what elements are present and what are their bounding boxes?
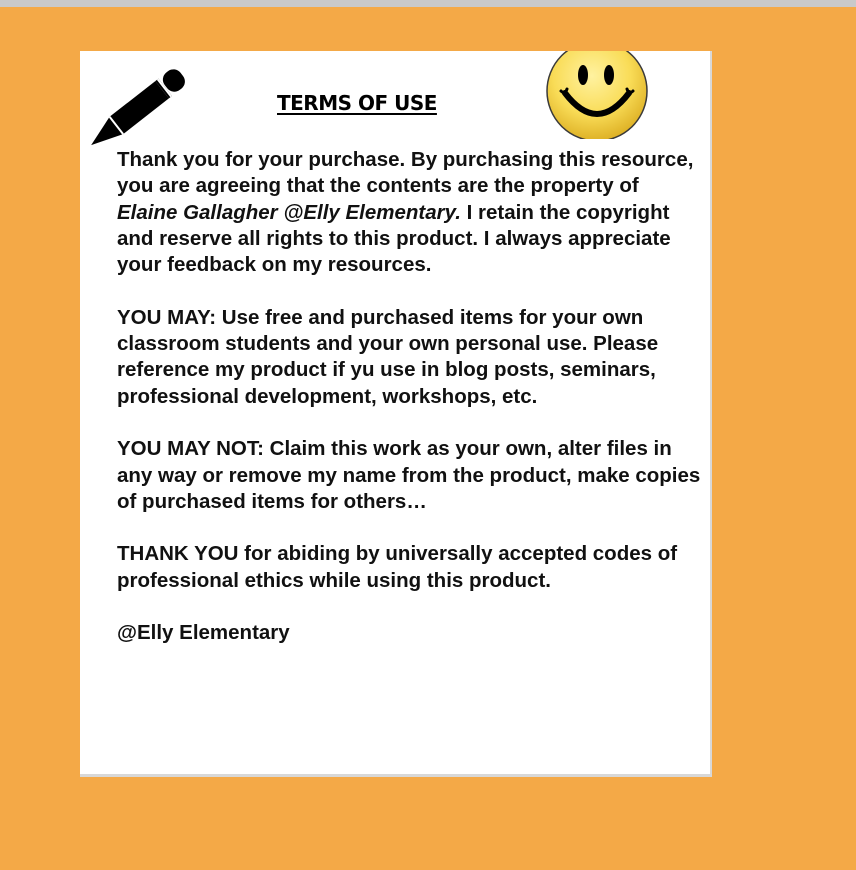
you-may-not-paragraph: YOU MAY NOT: Claim this work as your own, alter files in any way or remove my name from the product, make copies of purchased items for others… [117,437,701,513]
intro-text-part2: I retain the copyright and reserve all rights to this product. I always appreciate your feedback on my resources. [117,200,671,277]
thank-you-paragraph: THANK YOU for abiding by universally accepted codes of professional ethics while using this product. [117,542,678,592]
you-may-paragraph: YOU MAY: Use free and purchased items for your own classroom students and your own personal use. Please reference my product if yu use in blog posts, seminars, professional development, workshops, etc. [117,305,659,408]
page-title: TERMS OF USE [277,91,437,115]
intro-paragraph [117,147,702,278]
smiley-face-icon [545,51,649,139]
top-border-strip [0,0,856,7]
signature: @Elly Elementary [117,621,290,645]
pencil-icon [80,53,200,161]
terms-of-use-page [80,51,712,777]
owner-name: Elaine Gallagher @Elly Elementary. [117,200,461,224]
intro-text-part1: Thank you for your purchase. By purchasing this resource, you are agreeing that the contents are the property of [117,148,694,198]
terms-body [117,147,702,647]
